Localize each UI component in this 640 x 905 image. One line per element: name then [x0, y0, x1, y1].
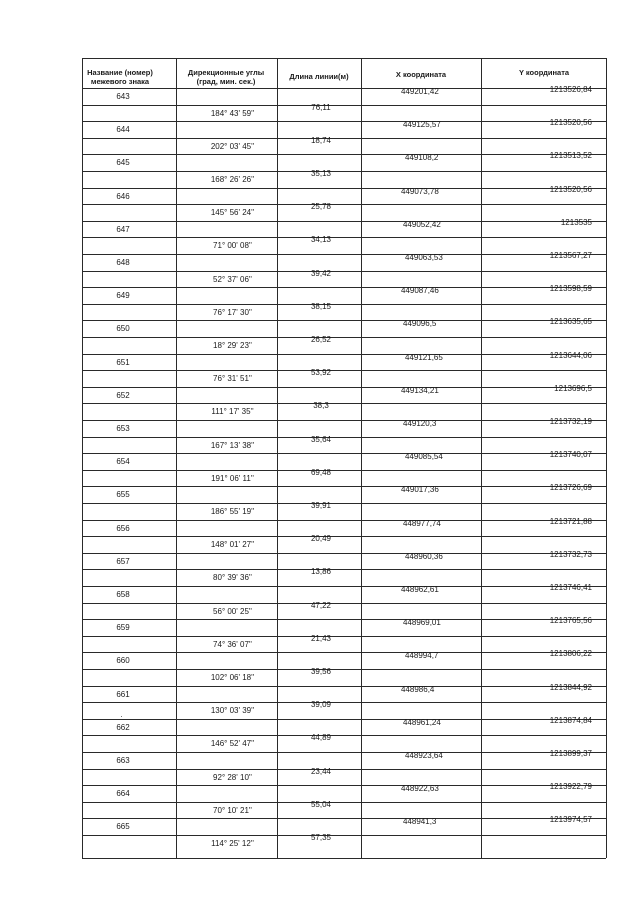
point-name: 653 [116, 424, 130, 433]
column-border-1 [176, 58, 177, 858]
row-divider [82, 669, 606, 670]
header-angle: Дирекционные углы (град, мин. сек.) [187, 68, 265, 86]
segment-length: 39,56 [310, 667, 332, 676]
row-divider [82, 536, 606, 537]
row-divider [82, 686, 606, 687]
point-y-coordinate: 1213874,84 [549, 716, 592, 725]
segment-length: 39,91 [310, 501, 332, 510]
row-divider [82, 802, 606, 803]
point-name: 643 [116, 92, 130, 101]
segment-length: 34,13 [310, 235, 332, 244]
point-x-coordinate: 449073,78 [401, 187, 439, 196]
point-name: 660 [116, 656, 130, 665]
row-divider [82, 752, 606, 753]
segment-length: 44,89 [310, 733, 332, 742]
point-x-coordinate: 449085,54 [405, 452, 443, 461]
row-divider [82, 569, 606, 570]
segment-direction-angle: 148° 01' 27'' [210, 540, 255, 549]
segment-direction-angle: 76° 31' 51'' [213, 374, 252, 383]
point-y-coordinate: 1213974,57 [549, 815, 592, 824]
point-name: 650 [116, 324, 130, 333]
segment-length: 18,74 [310, 136, 332, 145]
point-name: 664 [116, 789, 130, 798]
row-divider [82, 354, 606, 355]
point-name: 645 [116, 158, 130, 167]
row-divider [82, 719, 606, 720]
row-divider [82, 769, 606, 770]
point-y-coordinate: 1213765,56 [549, 616, 592, 625]
row-divider [82, 586, 606, 587]
point-x-coordinate: 448960,36 [405, 552, 443, 561]
point-y-coordinate: 1213732,73 [549, 550, 592, 559]
scan-speck [121, 716, 122, 717]
row-divider [82, 503, 606, 504]
segment-length: 39,09 [310, 700, 332, 709]
point-name: 651 [116, 358, 130, 367]
header-y: Y координата [518, 68, 570, 77]
point-y-coordinate: 1213806,22 [549, 649, 592, 658]
row-divider [82, 188, 606, 189]
point-name: 647 [116, 225, 130, 234]
segment-length: 13,86 [310, 567, 332, 576]
point-x-coordinate: 448994,7 [405, 651, 439, 660]
row-divider [82, 636, 606, 637]
column-border-4 [481, 58, 482, 858]
segment-length: 21,43 [310, 634, 332, 643]
point-y-coordinate: 1213513,52 [549, 151, 592, 160]
point-name: 655 [116, 490, 130, 499]
point-x-coordinate: 449121,65 [405, 353, 443, 362]
point-x-coordinate: 449052,42 [403, 220, 441, 229]
segment-length: 25,78 [310, 202, 332, 211]
segment-length: 38,3 [313, 401, 329, 410]
point-x-coordinate: 449134,21 [401, 386, 439, 395]
point-x-coordinate: 448977,74 [403, 519, 441, 528]
point-y-coordinate: 1213520,56 [549, 185, 592, 194]
point-name: 657 [116, 557, 130, 566]
point-name: 663 [116, 756, 130, 765]
row-divider [82, 818, 606, 819]
segment-direction-angle: 71° 00' 08'' [213, 241, 252, 250]
row-divider [82, 785, 606, 786]
row-divider [82, 735, 606, 736]
segment-direction-angle: 167° 13' 38'' [210, 441, 255, 450]
point-x-coordinate: 448961,24 [403, 718, 441, 727]
table-top-border [82, 58, 606, 59]
row-divider [82, 437, 606, 438]
point-name: 644 [116, 125, 130, 134]
segment-length: 35,13 [310, 169, 332, 178]
point-x-coordinate: 449201,42 [401, 87, 439, 96]
column-border-3 [361, 58, 362, 858]
segment-length: 69,48 [310, 468, 332, 477]
row-divider [82, 702, 606, 703]
row-divider [82, 237, 606, 238]
header-x: X координата [395, 70, 447, 79]
point-x-coordinate: 448923,64 [405, 751, 443, 760]
segment-direction-angle: 186° 55' 19'' [210, 507, 255, 516]
row-divider [82, 470, 606, 471]
row-divider [82, 254, 606, 255]
row-divider [82, 520, 606, 521]
segment-direction-angle: 145° 56' 24'' [210, 208, 255, 217]
segment-direction-angle: 102° 06' 18'' [210, 673, 255, 682]
point-y-coordinate: 1213844,92 [549, 683, 592, 692]
row-divider [82, 320, 606, 321]
segment-length: 76,11 [311, 103, 331, 112]
point-name: 652 [116, 391, 130, 400]
segment-direction-angle: 114° 25' 12'' [211, 839, 254, 848]
row-divider [82, 105, 606, 106]
row-divider [82, 154, 606, 155]
point-y-coordinate: 1213598,59 [549, 284, 592, 293]
row-divider [82, 420, 606, 421]
point-x-coordinate: 449087,46 [401, 286, 439, 295]
row-divider [82, 121, 606, 122]
point-name: 656 [116, 524, 130, 533]
column-border-2 [277, 58, 278, 858]
segment-length: 23,44 [310, 767, 332, 776]
point-y-coordinate: 1213732,19 [549, 417, 592, 426]
point-name: 646 [116, 192, 130, 201]
point-name: 648 [116, 258, 130, 267]
segment-direction-angle: 168° 26' 26'' [210, 175, 255, 184]
row-divider [82, 304, 606, 305]
row-divider [82, 453, 606, 454]
row-divider [82, 370, 606, 371]
point-name: 649 [116, 291, 130, 300]
segment-direction-angle: 70° 10' 21'' [213, 806, 252, 815]
segment-direction-angle: 191° 06' 11'' [211, 474, 254, 483]
row-divider [82, 619, 606, 620]
point-x-coordinate: 448969,01 [403, 618, 441, 627]
segment-length: 53,92 [310, 368, 332, 377]
row-divider [82, 204, 606, 205]
row-divider [82, 403, 606, 404]
row-divider [82, 603, 606, 604]
segment-direction-angle: 76° 17' 30'' [213, 308, 252, 317]
point-y-coordinate: 1213567,27 [549, 251, 592, 260]
segment-length: 38,15 [310, 302, 332, 311]
segment-length: 26,52 [310, 335, 332, 344]
point-x-coordinate: 449063,53 [405, 253, 443, 262]
point-name: 665 [116, 822, 130, 831]
segment-direction-angle: 146° 52' 47'' [210, 739, 255, 748]
point-name: 661 [116, 690, 130, 699]
header-name: Название (номер) межевого знака [87, 68, 153, 86]
segment-length: 39,42 [310, 269, 332, 278]
segment-direction-angle: 184° 43' 59'' [210, 109, 255, 118]
segment-direction-angle: 130° 03' 39'' [210, 706, 255, 715]
row-divider [82, 171, 606, 172]
segment-direction-angle: 74° 36' 07'' [213, 640, 252, 649]
point-x-coordinate: 449108,2 [405, 153, 439, 162]
table-bottom-border [82, 858, 606, 859]
point-name: 662 [116, 723, 130, 732]
point-y-coordinate: 1213696,5 [554, 384, 592, 393]
segment-length: 20,49 [310, 534, 332, 543]
point-y-coordinate: 1213526,84 [549, 85, 592, 94]
segment-length: 47,22 [310, 601, 332, 610]
point-x-coordinate: 449120,3 [403, 419, 437, 428]
point-x-coordinate: 448962,61 [401, 585, 439, 594]
row-divider [82, 337, 606, 338]
row-divider [82, 138, 606, 139]
point-y-coordinate: 1213535 [560, 218, 592, 227]
point-x-coordinate: 448941,3 [403, 817, 437, 826]
point-y-coordinate: 1213899,37 [549, 749, 592, 758]
segment-direction-angle: 18° 29' 23'' [213, 341, 252, 350]
row-divider [82, 287, 606, 288]
row-divider [82, 486, 606, 487]
point-y-coordinate: 1213740,07 [549, 450, 592, 459]
point-name: 654 [116, 457, 130, 466]
row-divider [82, 835, 606, 836]
point-x-coordinate: 449017,36 [401, 485, 439, 494]
point-y-coordinate: 1213644,06 [549, 351, 592, 360]
point-y-coordinate: 1213520,56 [549, 118, 592, 127]
point-name: 659 [116, 623, 130, 632]
segment-direction-angle: 56° 00' 25'' [213, 607, 252, 616]
point-name: 658 [116, 590, 130, 599]
row-divider [82, 271, 606, 272]
segment-direction-angle: 111° 17' 35'' [211, 407, 254, 416]
segment-direction-angle: 80° 39' 36'' [213, 573, 252, 582]
segment-direction-angle: 92° 28' 10'' [213, 773, 252, 782]
segment-direction-angle: 202° 03' 45'' [210, 142, 255, 151]
point-y-coordinate: 1213922,79 [549, 782, 592, 791]
point-y-coordinate: 1213746,41 [549, 583, 592, 592]
header-length: Длина линии(м) [289, 72, 349, 81]
point-x-coordinate: 449125,57 [403, 120, 441, 129]
segment-length: 57,35 [310, 833, 332, 842]
column-border-5 [606, 58, 607, 858]
row-divider [82, 652, 606, 653]
point-x-coordinate: 448922,63 [401, 784, 439, 793]
point-y-coordinate: 1213635,65 [549, 317, 592, 326]
header-bottom-border [82, 88, 606, 89]
row-divider [82, 387, 606, 388]
segment-direction-angle: 52° 37' 06'' [213, 275, 252, 284]
point-y-coordinate: 1213726,69 [549, 483, 592, 492]
row-divider [82, 553, 606, 554]
column-border-0 [82, 58, 83, 858]
point-x-coordinate: 449096,5 [403, 319, 437, 328]
row-divider [82, 221, 606, 222]
point-y-coordinate: 1213721,88 [549, 517, 592, 526]
segment-length: 55,04 [310, 800, 332, 809]
point-x-coordinate: 448986,4 [401, 685, 435, 694]
segment-length: 35,64 [310, 435, 332, 444]
